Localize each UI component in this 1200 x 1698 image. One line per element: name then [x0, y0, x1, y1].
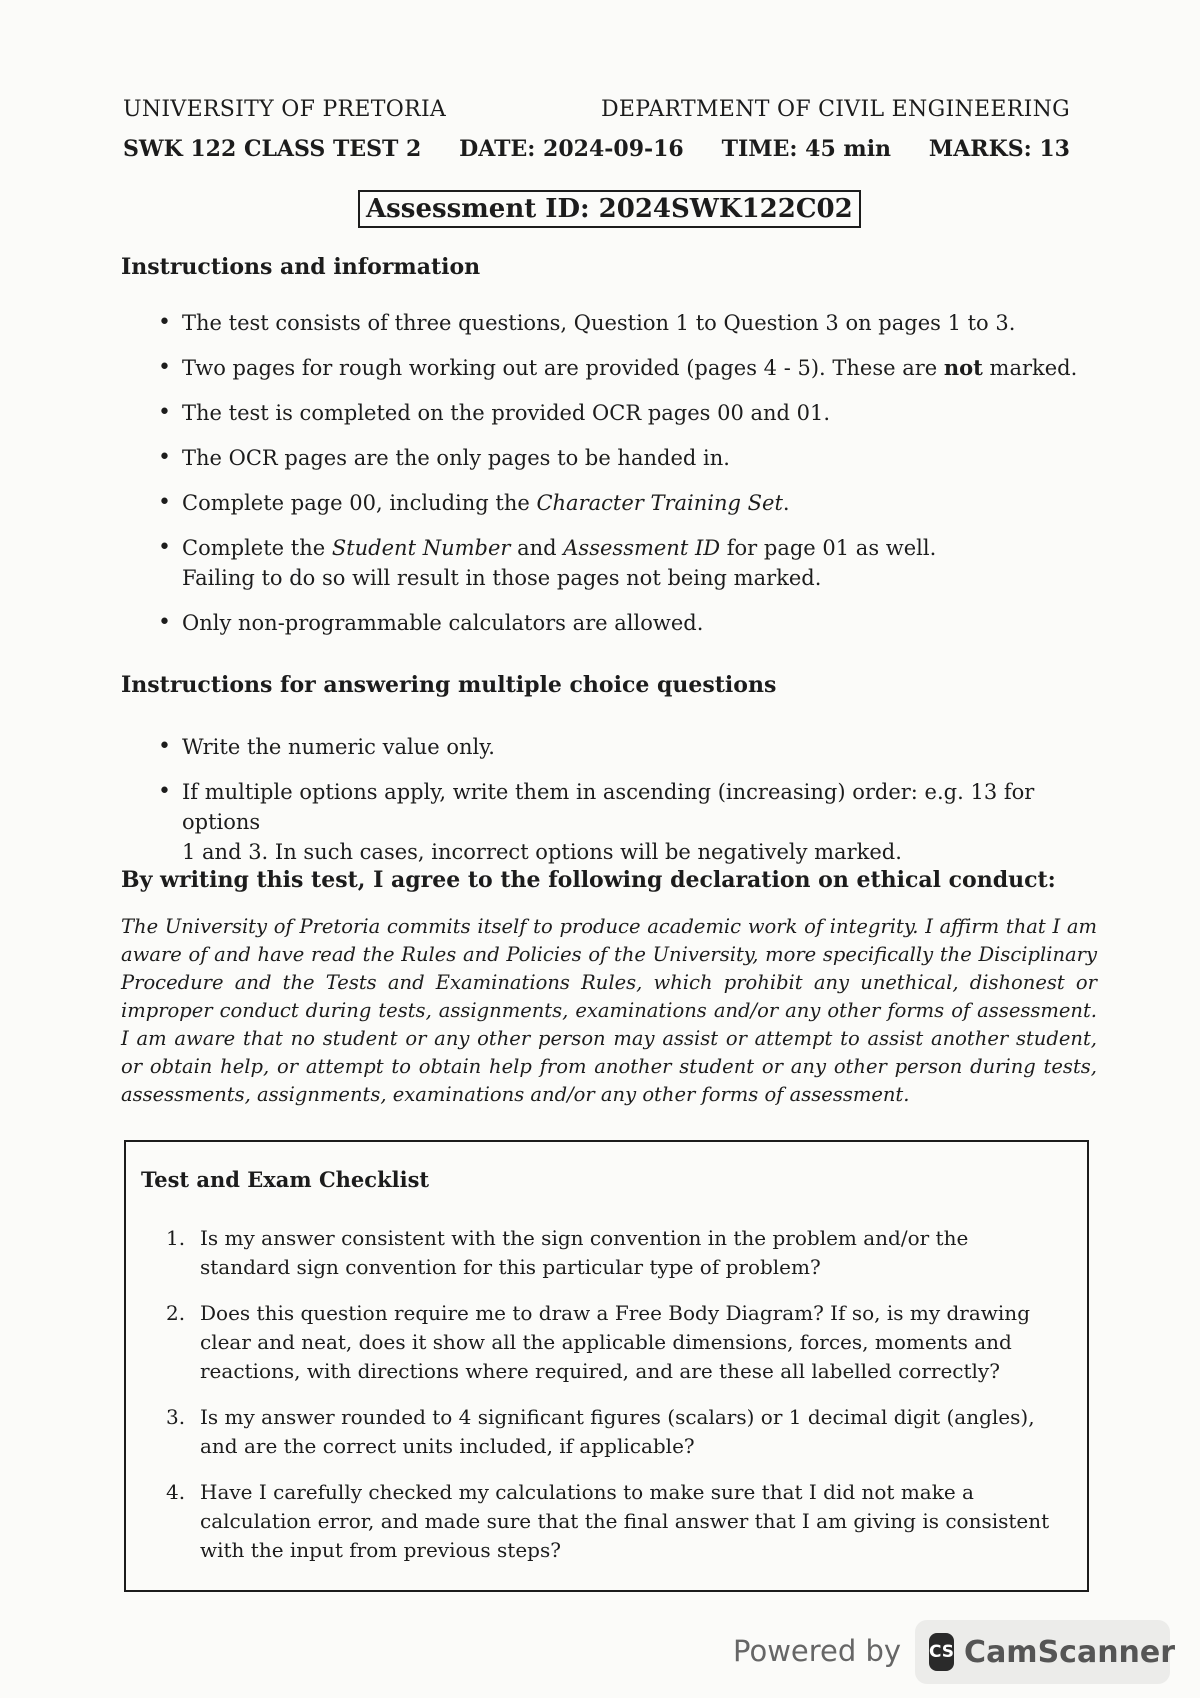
course-title: SWK 122 CLASS TEST 2 — [123, 136, 422, 162]
checklist-title: Test and Exam Checklist — [141, 1167, 430, 1192]
list-item: • Complete the Student Number and Assessment ID for page 01 as well. Failing to do so will result in those pages not being marked. — [158, 533, 1088, 593]
list-item: • The test consists of three questions, Question 1 to Question 3 on pages 1 to 3. — [158, 308, 1088, 338]
list-item: • If multiple options apply, write them in ascending (increasing) order: e.g. 13 for options 1 and 3. In such cases, incorrect options will be negatively marked. — [158, 777, 1088, 867]
list-item: • The OCR pages are the only pages to be handed in. — [158, 443, 1088, 473]
assessment-id-box: Assessment ID: 2024SWK122C02 — [358, 190, 861, 228]
header-row-1 — [123, 97, 1070, 122]
mcq-heading: Instructions for answering multiple choice questions — [121, 672, 777, 698]
list-item: • The test is completed on the provided OCR pages 00 and 01. — [158, 398, 1088, 428]
camscanner-logo-icon: CS — [929, 1633, 954, 1671]
camscanner-brand: CamScanner — [964, 1634, 1176, 1670]
list-item: • Write the numeric value only. — [158, 732, 1088, 762]
list-item: • Two pages for rough working out are provided (pages 4 - 5). These are not marked. — [158, 353, 1088, 383]
instructions-list — [158, 308, 1088, 653]
header-row-2 — [123, 136, 1070, 162]
list-item: • Only non-programmable calculators are allowed. — [158, 608, 1088, 638]
checklist-box — [124, 1140, 1089, 1592]
list-item: 2. Does this question require me to draw a Free Body Diagram? If so, is my drawing clear and neat, does it show all the applicable dimensions, forces, moments and reactions, with directions where required, and are these all labelled correctly? — [166, 1301, 1030, 1383]
university-name: UNIVERSITY OF PRETORIA — [123, 97, 447, 122]
list-item: • Complete page 00, including the Character Training Set. — [158, 488, 1088, 518]
camscanner-badge — [915, 1620, 1176, 1684]
checklist-list — [166, 1224, 1061, 1582]
declaration-text: The University of Pretoria commits itself to produce academic work of integrity. I affirm that I am aware of and have read the Rules and Policies of the University, more specifically the Disciplinary Procedure and the Tests and Examinations Rules, which prohibit any unethical, dishonest or improper conduct during tests, assignments, examinations and/or any other forms of assessment. I am aware that no student or any other person may assist or attempt to assist another student, or obtain help, or attempt to obtain help from another student or any other person during tests, assessments, assignments, examinations and/or any other forms of assessment. — [121, 915, 1097, 1106]
mcq-list — [158, 732, 1088, 882]
department-name: DEPARTMENT OF CIVIL ENGINEERING — [600, 97, 1070, 122]
test-time: TIME: 45 min — [721, 136, 892, 162]
list-item: 4. Have I carefully checked my calculations to make sure that I did not make a calculation error, and made sure that the final answer that I am giving is consistent with the input from previous steps? — [166, 1480, 1050, 1562]
test-marks: MARKS: 13 — [928, 136, 1070, 162]
powered-by-label: Powered by — [733, 1634, 902, 1668]
test-date: DATE: 2024-09-16 — [459, 136, 684, 162]
list-item: 3. Is my answer rounded to 4 significant figures (scalars) or 1 decimal digit (angles), and are the correct units included, if applicable? — [166, 1405, 1035, 1458]
instructions-heading: Instructions and information — [121, 254, 481, 280]
declaration-heading: By writing this test, I agree to the following declaration on ethical conduct: — [121, 867, 1056, 893]
list-item: 1. Is my answer consistent with the sign convention in the problem and/or the standard sign convention for this particular type of problem? — [166, 1226, 969, 1279]
